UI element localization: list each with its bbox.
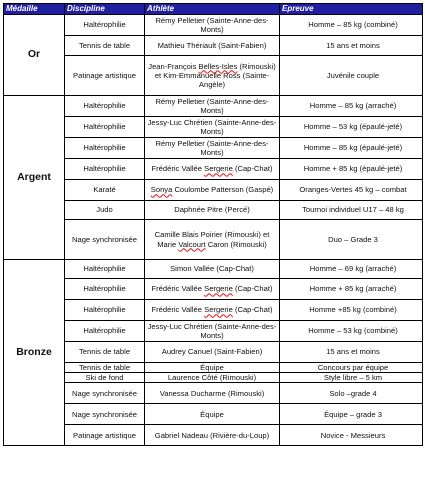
table-body — [4, 15, 423, 446]
epreuve-cell: Homme – 85 kg (combiné) — [280, 15, 423, 36]
table-row — [4, 383, 423, 404]
epreuve-cell: Homme + 85 kg (épaulé-jeté) — [280, 159, 423, 180]
athlete-cell: Daphnée Pitre (Percé) — [145, 201, 280, 220]
epreuve-cell: Tournoi individuel U17 – 48 kg — [280, 201, 423, 220]
epreuve-cell: Novice - Messieurs — [280, 425, 423, 446]
athlete-cell: Frédéric Vallée Sergerie (Cap-Chat) — [145, 279, 280, 300]
athlete-cell: Laurence Côté (Rimouski) — [145, 373, 280, 383]
epreuve-cell: Juvénile couple — [280, 56, 423, 96]
discipline-cell: Nage synchronisée — [65, 220, 145, 260]
spellcheck-underline: Valcourt — [178, 239, 206, 249]
medal-cell: Or — [4, 15, 65, 96]
athlete-cell: Simon Vallée (Cap-Chat) — [145, 260, 280, 279]
medal-cell: Argent — [4, 96, 65, 260]
table-row — [4, 404, 423, 425]
header-epreuve: Epreuve — [280, 4, 423, 15]
discipline-cell: Nage synchronisée — [65, 404, 145, 425]
table-row — [4, 180, 423, 201]
athlete-cell: Jean-François Belles-Isles (Rimouski) et Kim-Emmanuelle Ross (Sainte-Angèle) — [145, 56, 280, 96]
table-row — [4, 117, 423, 138]
epreuve-cell: Oranges-Vertes 45 kg – combat — [280, 180, 423, 201]
table-row — [4, 279, 423, 300]
athlete-cell: Rémy Pelletier (Sainte-Anne-des-Monts) — [145, 96, 280, 117]
athlete-cell: Gabriel Nadeau (Rivière-du-Loup) — [145, 425, 280, 446]
medal-cell: Bronze — [4, 260, 65, 446]
spellcheck-underline: Sergerie — [204, 305, 233, 315]
epreuve-cell: Homme – 85 kg (épaulé-jeté) — [280, 138, 423, 159]
discipline-cell: Haltérophilie — [65, 260, 145, 279]
athlete-cell: Frédéric Vallée Sergerie (Cap-Chat) — [145, 300, 280, 321]
table-row — [4, 96, 423, 117]
discipline-cell: Haltérophilie — [65, 300, 145, 321]
discipline-cell: Haltérophilie — [65, 138, 145, 159]
table-row — [4, 159, 423, 180]
spellcheck-underline: Sergerie — [204, 284, 233, 294]
athlete-cell: Rémy Pelletier (Sainte-Anne-des-Monts) — [145, 138, 280, 159]
table-row — [4, 425, 423, 446]
table-row — [4, 220, 423, 260]
discipline-cell: Haltérophilie — [65, 279, 145, 300]
athlete-cell: Mathieu Thériault (Saint-Fabien) — [145, 36, 280, 56]
discipline-cell: Judo — [65, 201, 145, 220]
athlete-cell: Équipe — [145, 363, 280, 373]
discipline-cell: Haltérophilie — [65, 159, 145, 180]
epreuve-cell: Homme +85 kg (combiné) — [280, 300, 423, 321]
discipline-cell: Haltérophilie — [65, 96, 145, 117]
table-row — [4, 363, 423, 373]
epreuve-cell: Équipe – grade 3 — [280, 404, 423, 425]
athlete-cell: Équipe — [145, 404, 280, 425]
header-athlete: Athlète — [145, 4, 280, 15]
header-medaille: Médaille — [4, 4, 65, 15]
table-row — [4, 373, 423, 383]
epreuve-cell: Duo – Grade 3 — [280, 220, 423, 260]
table-row — [4, 300, 423, 321]
epreuve-cell: Homme – 53 kg (combiné) — [280, 321, 423, 342]
athlete-cell: Camille Blais Poirier (Rimouski) et Marie Valcourt Caron (Rimouski) — [145, 220, 280, 260]
table-row — [4, 342, 423, 363]
epreuve-cell: Homme – 53 kg (épaulé-jeté) — [280, 117, 423, 138]
epreuve-cell: 15 ans et moins — [280, 342, 423, 363]
athlete-cell: Audrey Canuel (Saint-Fabien) — [145, 342, 280, 363]
epreuve-cell: Homme – 69 kg (arraché) — [280, 260, 423, 279]
results-table-container — [3, 3, 422, 446]
table-row — [4, 36, 423, 56]
medal-results-table — [3, 3, 423, 446]
spellcheck-underline: Sonya — [150, 185, 173, 195]
table-row — [4, 201, 423, 220]
athlete-cell: Sonya Coulombe Patterson (Gaspé) — [145, 180, 280, 201]
discipline-cell: Ski de fond — [65, 373, 145, 383]
athlete-cell: Jessy-Luc Chrétien (Sainte-Anne-des-Monts) — [145, 117, 280, 138]
athlete-cell: Frédéric Vallée Sergerie (Cap-Chat) — [145, 159, 280, 180]
discipline-cell: Karaté — [65, 180, 145, 201]
table-row — [4, 260, 423, 279]
discipline-cell: Haltérophilie — [65, 117, 145, 138]
discipline-cell: Tennis de table — [65, 36, 145, 56]
epreuve-cell: 15 ans et moins — [280, 36, 423, 56]
header-discipline: Discipline — [65, 4, 145, 15]
header-row — [4, 4, 423, 15]
spellcheck-underline: Belles-Isles — [198, 61, 238, 71]
table-row — [4, 56, 423, 96]
discipline-cell: Haltérophilie — [65, 15, 145, 36]
discipline-cell: Haltérophilie — [65, 321, 145, 342]
discipline-cell: Patinage artistique — [65, 425, 145, 446]
athlete-cell: Vanessa Ducharme (Rimouski) — [145, 383, 280, 404]
epreuve-cell: Concours par équipe — [280, 363, 423, 373]
table-row — [4, 138, 423, 159]
epreuve-cell: Homme – 85 kg (arraché) — [280, 96, 423, 117]
table-row — [4, 15, 423, 36]
epreuve-cell: Style libre – 5 km — [280, 373, 423, 383]
discipline-cell: Patinage artistique — [65, 56, 145, 96]
athlete-cell: Jessy-Luc Chrétien (Sainte-Anne-des-Monts) — [145, 321, 280, 342]
spellcheck-underline: Sergerie — [204, 164, 233, 174]
epreuve-cell: Solo –grade 4 — [280, 383, 423, 404]
discipline-cell: Nage synchronisée — [65, 383, 145, 404]
discipline-cell: Tennis de table — [65, 363, 145, 373]
epreuve-cell: Homme + 85 kg (arraché) — [280, 279, 423, 300]
table-row — [4, 321, 423, 342]
athlete-cell: Rémy Pelletier (Sainte-Anne-des-Monts) — [145, 15, 280, 36]
discipline-cell: Tennis de table — [65, 342, 145, 363]
